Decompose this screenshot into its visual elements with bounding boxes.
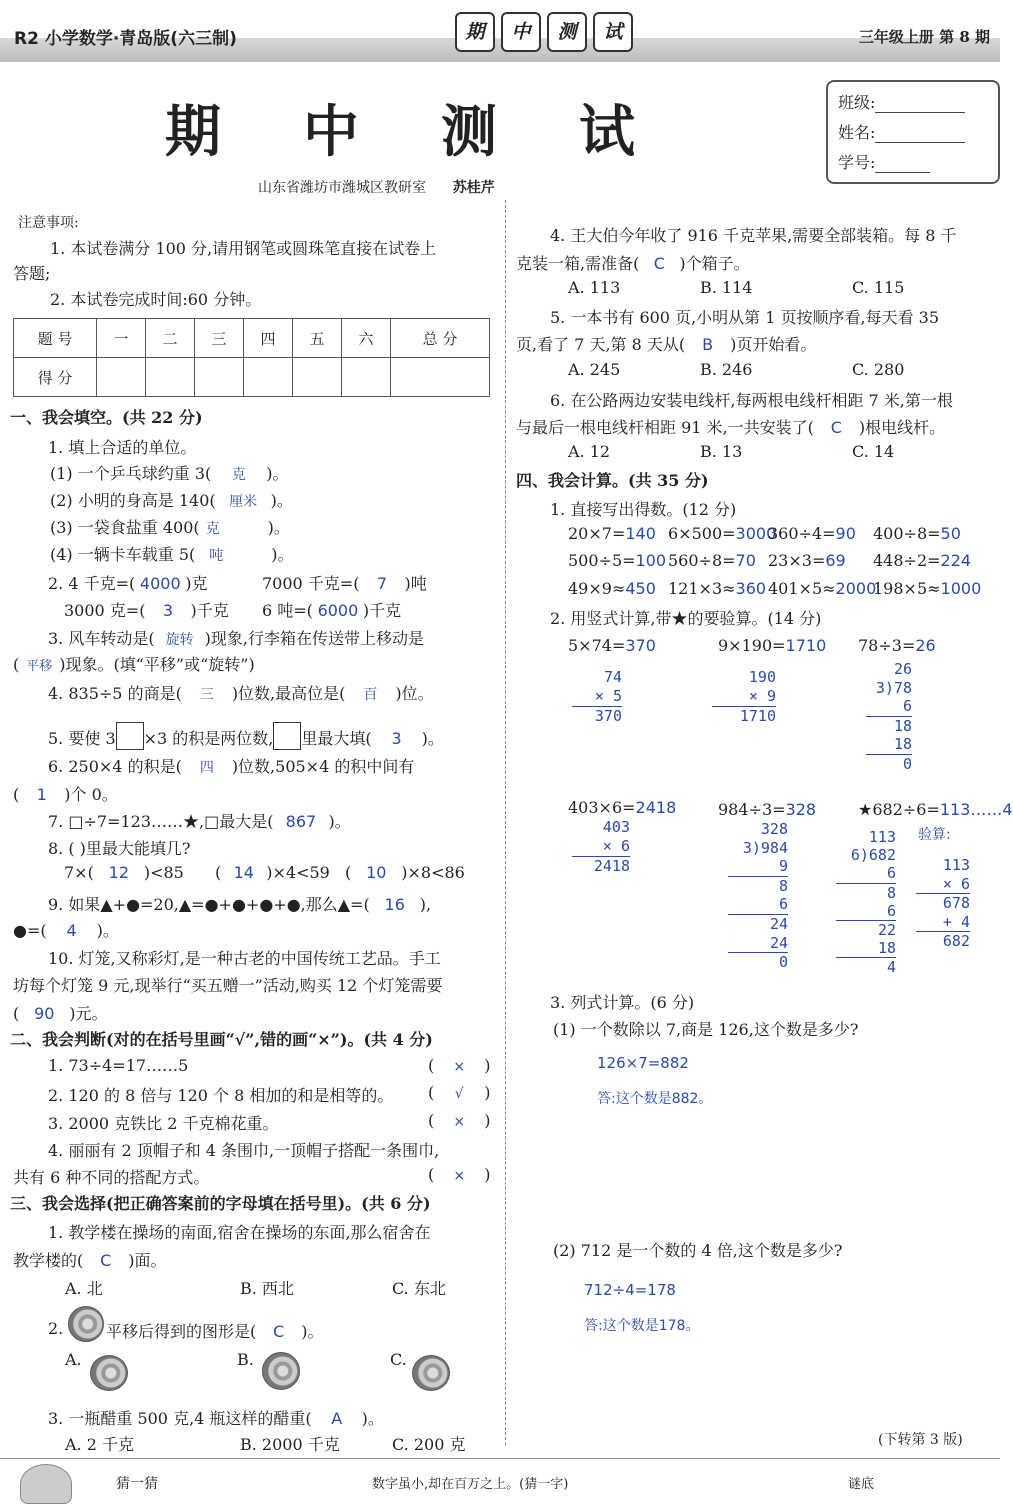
question: 6 吨=( 6000 )千克: [262, 601, 402, 620]
question: 5. 要使 3 ×3 的积是两位数, 里最大填( 3 )。: [48, 722, 444, 750]
notice-title: 注意事项:: [18, 215, 79, 231]
calc-question: 9×190=1710: [718, 636, 827, 655]
question: 1. 直接写出得数。(12 分): [550, 500, 737, 519]
question: 3. 列式计算。(6 分): [550, 993, 695, 1012]
judge-item: 共有 6 种不同的搭配方式。: [13, 1168, 210, 1187]
option: B. 2000 千克: [240, 1435, 340, 1454]
vertical-calc: 403 × 6 2418: [572, 818, 630, 876]
check-calc: 113 × 6 678 + 4 682: [916, 856, 970, 951]
question: 与最后一根电线杆相距 91 米,一共安装了( C )根电线杆。: [516, 418, 946, 437]
option: C. 115: [852, 278, 905, 297]
continued-note: (下转第 3 版): [878, 1432, 963, 1448]
question: ( 14 )×4<59: [215, 863, 330, 882]
question: 7. □÷7=123……★,□最大是( 867 )。: [48, 812, 351, 831]
snail-icon: [412, 1355, 450, 1391]
vertical-calc: 190 × 9 1710: [712, 668, 776, 726]
question-number: 2.: [48, 1319, 64, 1338]
giraffe-icon: [20, 1464, 72, 1504]
calc-question: 5×74=370: [568, 636, 656, 655]
section-4-title: 四、我会计算。(共 35 分): [516, 471, 709, 490]
vertical-calc: 328 3)984 9 8 6 24 24 0: [728, 820, 788, 972]
question: 3. 一瓶醋重 500 克,4 瓶这样的醋重( A )。: [48, 1409, 384, 1428]
question: 1. 填上合适的单位。: [48, 438, 197, 457]
score-label: 得 分: [14, 358, 97, 397]
oral-calc-item: 448÷2=224: [873, 551, 972, 570]
header-tile: 试: [593, 12, 633, 52]
class-field[interactable]: 班级:: [838, 90, 965, 113]
section-2-title: 二、我会判断(对的在括号里画“√”,错的画“×”)。(共 4 分): [10, 1030, 433, 1049]
option: B.: [237, 1350, 254, 1369]
option: B. 13: [700, 442, 743, 461]
score-cell[interactable]: [146, 358, 195, 397]
judge-answer: ( √ ): [428, 1083, 491, 1102]
oral-calc-item: 400÷8=50: [873, 524, 961, 543]
question: ( 90 )元。: [13, 1004, 108, 1023]
option: A.: [65, 1350, 82, 1369]
score-cell[interactable]: [195, 358, 244, 397]
answer-sentence: 答:这个数是882。: [597, 1091, 713, 1107]
answer-equation: 126×7=882: [597, 1054, 689, 1072]
judge-item: 4. 丽丽有 2 顶帽子和 4 条围巾,一顶帽子搭配一条围巾,: [48, 1141, 440, 1160]
question: 7×( 12 )<85: [64, 863, 184, 882]
question: ●=( 4 )。: [13, 921, 119, 940]
score-cell[interactable]: [293, 358, 342, 397]
score-header: 五: [293, 319, 342, 358]
judge-item: 2. 120 的 8 倍与 120 个 8 相加的和是相等的。: [48, 1086, 394, 1105]
score-table: [13, 318, 490, 397]
header-tile: 测: [547, 12, 587, 52]
option: B. 114: [700, 278, 753, 297]
question: 3000 克=( 3 )千克: [64, 601, 229, 620]
score-cell[interactable]: [391, 358, 490, 397]
question: (4) 一辆卡车载重 5( 吨 )。: [50, 545, 294, 564]
option: C. 280: [852, 360, 905, 379]
score-header: 总 分: [391, 319, 490, 358]
option: A. 113: [568, 278, 621, 297]
score-cell[interactable]: [97, 358, 146, 397]
score-cell[interactable]: [342, 358, 391, 397]
blank-box: [273, 722, 301, 750]
check-label: 验算:: [918, 827, 951, 843]
vertical-calc: 26 3)78 6 18 18 0: [866, 660, 912, 773]
option: A. 北: [65, 1279, 103, 1298]
option: B. 西北: [240, 1279, 294, 1298]
oral-calc-item: 198×5≈1000: [873, 579, 982, 598]
question: 5. 一本书有 600 页,小明从第 1 页按顺序看,每天看 35: [550, 308, 940, 327]
score-header: 三: [195, 319, 244, 358]
question: 9. 如果▲+●=20,▲=●+●+●+●,那么▲=( 16 ),: [48, 895, 432, 914]
question: 平移后得到的图形是( C )。: [106, 1322, 324, 1341]
question: 7000 千克=( 7 )吨: [262, 574, 427, 593]
header-issue: 三年级上册 第 8 期: [858, 28, 990, 46]
score-header: 一: [97, 319, 146, 358]
score-header: 题 号: [14, 319, 97, 358]
option: C. 200 克: [392, 1435, 466, 1454]
answer-sentence: 答:这个数是178。: [584, 1318, 700, 1334]
calc-question: ★682÷6=113……4: [858, 800, 1013, 819]
riddle-answer-label: 谜底: [848, 1477, 875, 1492]
option: B. 246: [700, 360, 753, 379]
question: 教学楼的( C )面。: [13, 1251, 167, 1270]
question: (1) 一个乒乓球约重 3( 克 )。: [50, 464, 289, 483]
name-field[interactable]: 姓名:: [838, 120, 965, 143]
oral-calc-item: 560÷8=70: [668, 551, 756, 570]
judge-answer: ( × ): [428, 1056, 491, 1075]
header-tile: 中: [501, 12, 541, 52]
question: 2. 4 千克=( 4000 )克: [48, 574, 208, 593]
option: C.: [390, 1350, 407, 1369]
judge-answer: ( × ): [428, 1165, 491, 1184]
question: 3. 风车转动是( 旋转 )现象,行李箱在传送带上移动是: [48, 629, 424, 648]
page-title: 期中测试: [165, 100, 717, 165]
vertical-calc: 113 6)682 6 8 6 22 18 4: [836, 828, 896, 977]
oral-calc-item: 360÷4=90: [768, 524, 856, 543]
oral-calc-item: 500÷5=100: [568, 551, 667, 570]
score-header: 四: [244, 319, 293, 358]
question: ( 平移 )现象。(填“平移”或“旋转”): [13, 655, 255, 674]
question: 8. ( )里最大能填几?: [48, 839, 191, 858]
author-line: 山东省潍坊市潍城区教研室 苏桂芹: [258, 180, 495, 196]
header-title-tiles: [455, 12, 633, 52]
question: (2) 712 是一个数的 4 倍,这个数是多少?: [553, 1241, 843, 1260]
option: A. 2 千克: [65, 1435, 134, 1454]
option: C. 东北: [392, 1279, 446, 1298]
oral-calc-item: 401×5≈2000: [768, 579, 877, 598]
header-tile: 期: [455, 12, 495, 52]
notice-item: 1. 本试卷满分 100 分,请用钢笔或圆珠笔直接在试卷上: [50, 239, 437, 258]
question: 4. 王大伯今年收了 916 千克苹果,需要全部装箱。每 8 千: [550, 226, 957, 245]
calc-question: 984÷3=328: [718, 800, 817, 819]
blank-box: [116, 722, 144, 750]
section-1-title: 一、我会填空。(共 22 分): [10, 408, 203, 427]
snail-icon: [90, 1355, 128, 1391]
header-publication: R2 小学数学·青岛版(六三制): [14, 29, 237, 49]
question: 坊每个灯笼 9 元,现举行“买五赠一”活动,购买 12 个灯笼需要: [13, 976, 443, 995]
vertical-calc: 74 × 5 370: [572, 668, 622, 726]
score-cell[interactable]: [244, 358, 293, 397]
oral-calc-item: 49×9≈450: [568, 579, 656, 598]
oral-calc-item: 121×3≈360: [668, 579, 767, 598]
question: ( 10 )×8<86: [345, 863, 465, 882]
snail-icon: [262, 1352, 300, 1390]
option: A. 245: [568, 360, 621, 379]
question: ( 1 )个 0。: [13, 785, 118, 804]
snail-icon: [68, 1306, 104, 1342]
question: (1) 一个数除以 7,商是 126,这个数是多少?: [553, 1020, 859, 1039]
section-3-title: 三、我会选择(把正确答案前的字母填在括号里)。(共 6 分): [10, 1194, 431, 1213]
question: 克装一箱,需准备( C )个箱子。: [516, 254, 750, 273]
question: 6. 在公路两边安装电线杆,每两根电线杆相距 7 米,第一根: [550, 391, 953, 410]
option: A. 12: [568, 442, 611, 461]
question: (3) 一袋食盐重 400( 克 )。: [50, 518, 290, 537]
question: 2. 用竖式计算,带★的要验算。(14 分): [550, 609, 822, 628]
oral-calc-item: 6×500=3000: [668, 524, 777, 543]
question: 1. 教学楼在操场的南面,宿舍在操场的东面,那么宿舍在: [48, 1223, 431, 1242]
notice-item: 2. 本试卷完成时间:60 分钟。: [50, 290, 262, 309]
calc-question: 78÷3=26: [858, 636, 936, 655]
option: C. 14: [852, 442, 895, 461]
oral-calc-item: 20×7=140: [568, 524, 656, 543]
question: 10. 灯笼,又称彩灯,是一种古老的中国传统工艺品。手工: [48, 949, 441, 968]
calc-question: 403×6=2418: [568, 798, 677, 817]
score-header: 六: [342, 319, 391, 358]
judge-answer: ( × ): [428, 1111, 491, 1130]
judge-item: 3. 2000 克铁比 2 千克棉花重。: [48, 1114, 279, 1133]
riddle-label: 猜一猜: [116, 1476, 158, 1492]
question: 页,看了 7 天,第 8 天从( B )页开始看。: [516, 335, 817, 354]
question: (2) 小明的身高是 140( 厘米 )。: [50, 491, 293, 510]
judge-item: 1. 73÷4=17……5: [48, 1056, 189, 1075]
column-divider: [505, 200, 507, 1445]
id-field[interactable]: 学号:: [838, 150, 930, 173]
score-header: 二: [146, 319, 195, 358]
student-info-box: [826, 80, 1000, 184]
question: 4. 835÷5 的商是( 三 )位数,最高位是( 百 )位。: [48, 684, 434, 703]
notice-item: 答题;: [13, 264, 51, 283]
oral-calc-item: 23×3=69: [768, 551, 846, 570]
riddle-text: 数字虽小,却在百万之上。(猜一字): [372, 1477, 569, 1492]
question: 6. 250×4 的积是( 四 )位数,505×4 的积中间有: [48, 757, 415, 776]
answer-equation: 712÷4=178: [584, 1281, 676, 1299]
